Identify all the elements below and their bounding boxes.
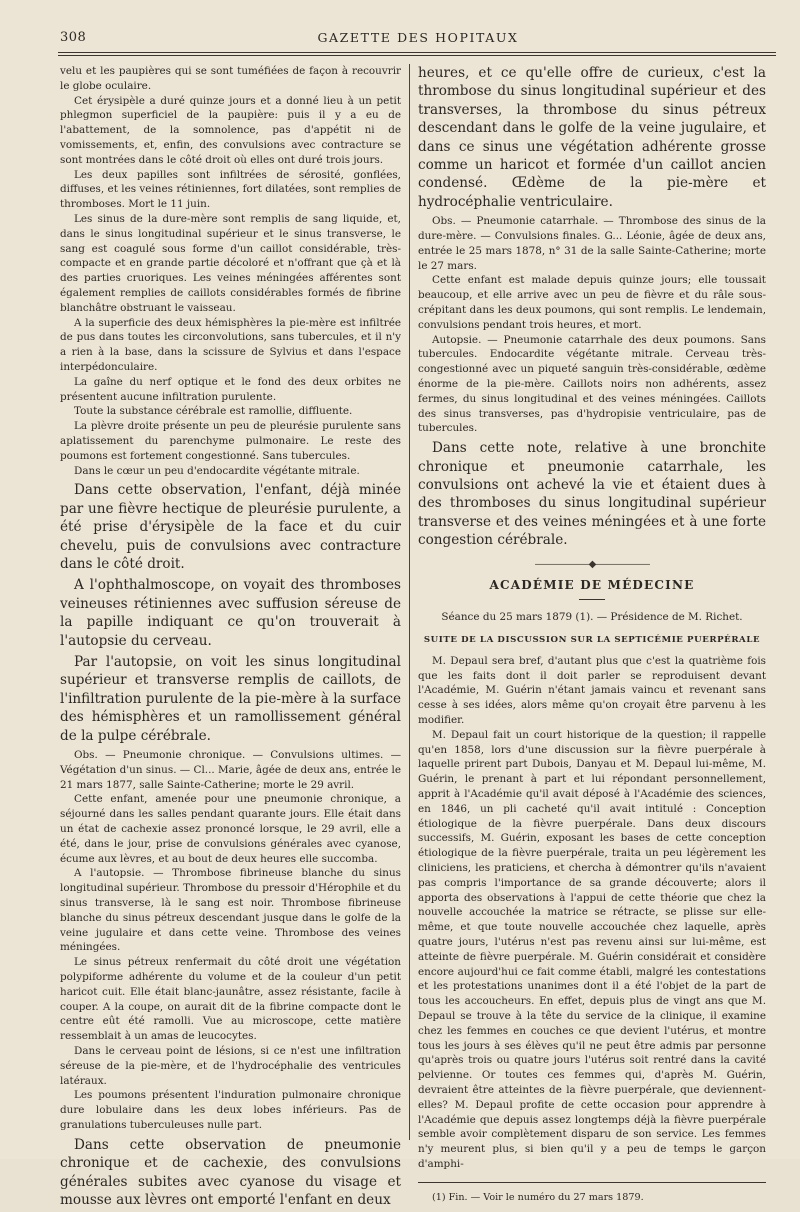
commentary-paragraph: Dans cette observation, l'enfant, déjà minée par une fièvre hectique de pleurésie purulente, a été prise d'érysipèle de la face et du cuir chevelu, puis de convulsions avec contracture dans le côté droit. [60,482,401,572]
page-number: 308 [60,30,87,45]
header-rule [58,52,776,53]
paragraph: Toute la substance cérébrale est ramollie, diffluente. [74,405,353,418]
paragraph: La gaîne du nerf optique et le fond des deux orbites ne présentent aucune infiltration purulente. [60,375,401,403]
commentary-paragraph: Dans cette note, relative à une bronchite chronique et pneumonie catarrhale, les convulsions ont achevé la vie et étaient dues à des thromboses du sinus longitudinal supérieur transverse et des veines méningées et à une forte congestion cérébrale. [418,440,766,549]
title-rule [579,599,605,600]
commentary-paragraph: Par l'autopsie, on voit les sinus longitudinal supérieur et transverse remplis de caillots, de l'infiltration purulente de la pie-mère à la surface des hémisphères et un ramollissement général de la pulpe cérébrale. [60,653,401,744]
paragraph: Les poumons présentent l'induration pulmonaire chronique dure lobulaire dans les deux lobes inférieurs. Pas de granulations tuberculeuses nulle part. [60,1089,401,1131]
page-header [58,30,778,48]
journal-title: GAZETTE DES HOPITAUX [317,30,519,45]
paragraph: Cet érysipèle a duré quinze jours et a donné lieu à un petit phlegmon superficiel de la paupière: puis il y a eu de l'abattement, de la somnolence, pas d'appétit ni de vomissements, et, enfin, des convulsions avec contracture se sont montrées dans le côté droit où elles ont duré trois jours. [60,94,401,166]
paragraph: velu et les paupières qui se sont tuméfiées de façon à recouvrir le globe oculaire. [60,65,401,92]
ornamental-divider: ——————◆—————— [534,558,650,570]
paragraph: M. Depaul sera bref, d'autant plus que c'est la quatrième fois que les faits dont il doit parler se reproduisent devant l'Académie, M. Guérin n'étant jamais vaincu et revenant sans cesse à ses idées, alors même qu'on croyait être parvenu à les modifier. [418,654,766,727]
section-title: ACADÉMIE DE MÉDECINE [489,578,695,593]
footnote-rule [418,1182,766,1183]
seance-line: Séance du 25 mars 1879 (1). — Présidence de M. Richet. [441,611,743,624]
subsection-title: SUITE DE LA DISCUSSION SUR LA SEPTICÉMIE PUERPÉRALE [423,635,761,646]
commentary-paragraph: Dans cette observation de pneumonie chronique et de cachexie, des convulsions générales subites avec cyanose du visage et mousse aux lèvres ont emporté l'enfant en deux [60,1136,401,1208]
column-divider [409,64,410,1140]
paragraph: Dans le cœur un peu d'endocardite végétante mitrale. [74,464,360,477]
paragraph: Cette enfant est malade depuis quinze jours; elle toussait beaucoup, et elle arrive avec un peu de fièvre et du râle sous-crépitant dans les deux poumons, qui sont remplis. Le lendemain, convulsions pendant trois heures, et mort. [418,274,766,331]
footnote: (1) Fin. — Voir le numéro du 27 mars 1879. [432,1191,644,1203]
paragraph: Les deux papilles sont infiltrées de sérosité, gonflées, diffuses, et les veines rétiniennes, fort dilatées, sont remplies de thromboses. Mort le 11 juin. [60,168,401,211]
paragraph: A la superficie des deux hémisphères la pie-mère est infiltrée de pus dans toutes les circonvolutions, sans tubercules, et il n'y a rien à la base, dans la scissure de Sylvius et dans l'espace interpédonculaire. [60,316,401,373]
right-column [418,64,766,1206]
paragraph: M. Depaul fait un court historique de la question; il rappelle qu'en 1858, lors d'une discussion sur la fièvre puerpérale à laquelle prirent part Dubois, Danyau et M. Depaul lui-même, M. Guérin, le prenant à part et lui répondant personnellement, apprit à l'Académie qu'il avait déposé à l'Académie des sciences, en 1846, un pli cacheté qu'il avait intitulé : Conception étiologique de la fièvre puerpérale. Dans deux discours successifs, M. Guérin, exposant les bases de cette conception étiologique de la fièvre puerpérale, traita un peu légèrement les cliniciens, les praticiens, et chercha à démontrer qu'ils n'avaient pas compris l'importance de sa grande découverte; alors il apporta des observations à l'appui de cette théorie que chez la nouvelle accouchée la matrice se rétracte, se plisse sur elle-même, et que toute nouvelle accouchée chez laquelle, après quatre jours, l'utérus n'est pas revenu ainsi sur lui-même, est atteinte de fièvre puerpérale. M. Guérin considérait et considère encore aujourd'hui ce fait comme établi, malgré les contestations et les protestations unanimes dont il a été l'objet de la part de tous les accoucheurs. En effet, depuis plus de vingt ans que M. Depaul se trouve à la tête du service de la clinique, il examine chez les femmes en couches ce que devient l'utérus, et montre tous les jours à ses élèves qu'il ne peut être admis par personne qu'après trois ou quatre jours l'utérus soit rentré dans la cavité pelvienne. Or toutes ces femmes qui, d'après M. Guérin, devraient être atteintes de la fièvre puerpérale, que deviennent-elles? M. Depaul profite de cette occasion pour apprendre à l'Académie que depuis assez longtemps déjà la fièvre puerpérale semble avoir complètement disparu de son service. Les femmes n'y meurent plus, si bien qu'il y a peu de temps le garçon d'amphi- [418,728,766,1170]
commentary-paragraph: heures, et ce qu'elle offre de curieux, c'est la thrombose du sinus longitudinal supérieur et des transverses, la thrombose du sinus pétreux descendant dans le golfe de la veine jugulaire, et dans ce sinus une végétation adhérente grosse comme un haricot et formée d'un caillot ancien condensé. Œdème de la pie-mère et hydrocéphalie ventriculaire. [418,65,766,210]
paragraph: A l'autopsie. — Thrombose fibrineuse blanche du sinus longitudinal supérieur. Thrombose du pressoir d'Hérophile et du sinus transverse, là le sang est noir. Thrombose fibrineuse blanche du sinus pétreux descendant jusque dans le golfe de la veine jugulaire et dans cette veine. Thrombose des veines méningées. [60,867,401,954]
header-rule-double [58,55,776,56]
paragraph: La plèvre droite présente un peu de pleurésie purulente sans aplatissement du parenchyme pulmonaire. Le reste des poumons est fortement congestionné. Sans tubercules. [60,420,401,462]
paragraph: Cette enfant, amenée pour une pneumonie chronique, a séjourné dans les salles pendant quarante jours. Elle était dans un état de cachexie assez prononcé lorsque, le 29 avril, elle a été, dans le jour, prise de convulsions générales avec cyanose, écume aux lèvres, et au bout de deux heures elle succomba. [60,793,401,865]
paragraph: Les sinus de la dure-mère sont remplis de sang liquide, et, dans le sinus longitudinal supérieur et le sinus transverse, le sang est coagulé sous forme d'un caillot considérable, très-compacte et en grande partie décoloré et n'offrant que çà et là des parties cruoriques. Les veines méningées afférentes sont également remplies de caillots considérables formés de fibrine blanchâtre obstruant le vaisseau. [60,212,401,314]
commentary-paragraph: A l'ophthalmoscope, on voyait des thromboses veineuses rétiniennes avec suffusion séreuse de la papille indiquant ce qu'on trouverait à l'autopsie du cerveau. [60,577,401,649]
observation-heading: Obs. — Pneumonie catarrhale. — Thrombose des sinus de la dure-mère. — Convulsions finales. G... Léonie, âgée de deux ans, entrée le 25 mars 1878, n° 31 de la salle Sainte-Catherine; morte le 27 mars. [418,215,766,272]
observation-heading: Obs. — Pneumonie chronique. — Convulsions ultimes. — Végétation d'un sinus. — Cl... Marie, âgée de deux ans, entrée le 21 mars 1877, salle Sainte-Catherine; morte le 29 avril. [60,749,401,791]
paragraph: Le sinus pétreux renfermait du côté droit une végétation polypiforme adhérente du volume et de la couleur d'un petit haricot cuit. Elle était blanc-jaunâtre, assez résistante, facile à couper. A la coupe, on aurait dit de la fibrine compacte dont le centre eût été ramolli. Vue au microscope, cette matière ressemblait à un amas de leucocytes. [60,956,401,1043]
paragraph: Dans le cerveau point de lésions, si ce n'est une infiltration séreuse de la pie-mère, et de l'hydrocéphalie des ventricules latéraux. [60,1044,401,1087]
left-column [60,64,401,1212]
paragraph: Autopsie. — Pneumonie catarrhale des deux poumons. Sans tubercules. Endocardite végétante mitrale. Cerveau très-congestionné avec un piqueté sanguin très-considérable, œdème énorme de la pie-mère. Caillots noirs non adhérents, assez fermes, du sinus longitudinal et des veines méningées. Caillots des sinus transverses, pas d'hydropisie ventriculaire, pas de tubercules. [418,333,766,435]
